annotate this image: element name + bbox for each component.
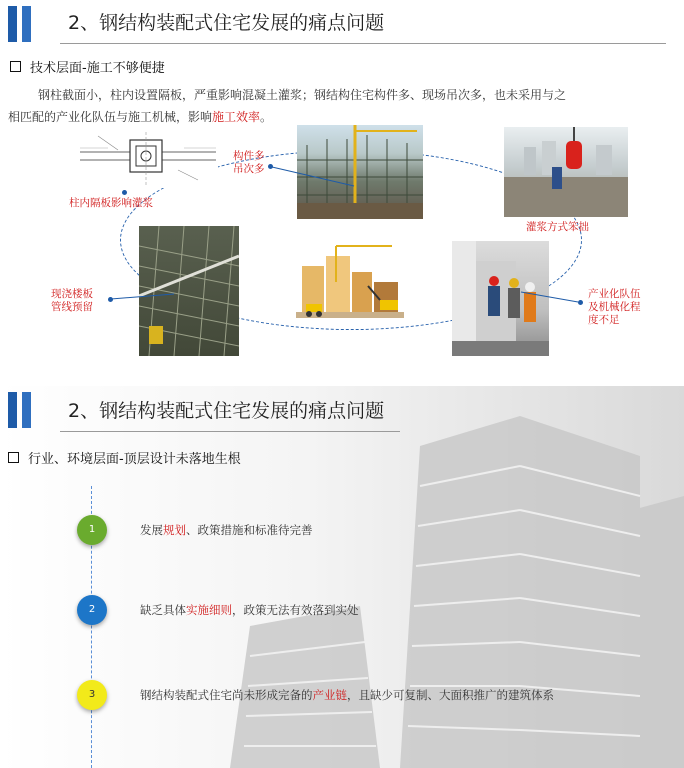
- item-text: 缺乏具体: [140, 603, 186, 617]
- section-subtitle: 行业、环境层面-顶层设计未落地生根: [28, 452, 241, 467]
- grouting-photo: [504, 127, 628, 217]
- header-bar-light: [22, 6, 31, 42]
- caption-grouting: 灌浆方式笨拙: [526, 221, 589, 233]
- highlight-efficiency: 施工效率: [212, 110, 261, 124]
- paragraph-line-2: [8, 110, 272, 124]
- slide-technical: [0, 0, 684, 376]
- caption-members-line-1: 构件多: [233, 150, 265, 162]
- item-text: 发展: [140, 523, 163, 537]
- slide-gap: [0, 376, 684, 386]
- caption-team-line-1: 产业化队伍: [588, 288, 641, 300]
- caption-floor-line-2: 管线预留: [51, 301, 93, 313]
- callout-leader-line: [110, 292, 176, 302]
- callout-leader-line: [270, 166, 356, 188]
- caption-team-line-3: 度不足: [588, 314, 620, 326]
- list-item: [140, 522, 313, 538]
- header-bar-dark: [8, 392, 17, 428]
- item-text: 钢结构装配式住宅尚未形成完备的: [140, 688, 313, 702]
- item-text: ，政策无法有效落到实处: [232, 603, 359, 617]
- step-circle-3: 3: [77, 680, 107, 710]
- caption-members-line-2: 吊次多: [233, 163, 265, 175]
- item-highlight: 产业链: [312, 688, 347, 702]
- callout-leader-line: [520, 290, 580, 304]
- building-background-graphic: [0, 386, 684, 768]
- step-circle-2: 2: [77, 595, 107, 625]
- item-text: ，且缺少可复制、大面积推广的建筑体系: [347, 688, 554, 702]
- slide-title: 2、钢结构装配式住宅发展的痛点问题: [68, 400, 385, 422]
- header-bar-light: [22, 392, 31, 428]
- caption-members: [233, 150, 265, 176]
- caption-team: [588, 288, 641, 327]
- bullet-square-icon: [8, 452, 19, 463]
- header-bar-dark: [8, 6, 17, 42]
- floor-rebar-photo: [139, 226, 239, 356]
- callout-dot: [122, 190, 127, 195]
- slide-industry: [0, 386, 684, 768]
- list-item: [140, 602, 359, 618]
- step-circle-1: 1: [77, 515, 107, 545]
- item-text: 、政策措施和标准待完善: [186, 523, 313, 537]
- caption-floor: [51, 288, 93, 314]
- caption-floor-line-1: 现浇楼板: [51, 288, 93, 300]
- slide-title: 2、钢结构装配式住宅发展的痛点问题: [68, 12, 385, 34]
- item-highlight: 规划: [163, 523, 186, 537]
- bullet-square-icon: [10, 61, 21, 72]
- list-item: [140, 687, 554, 703]
- description-paragraph: [8, 84, 668, 128]
- title-underline: [60, 431, 400, 432]
- item-highlight: 实施细则: [186, 603, 232, 617]
- caption-team-line-2: 及机械化程: [588, 301, 641, 313]
- paragraph-text: 相匹配的产业化队伍与施工机械，影响: [8, 110, 213, 124]
- section-subtitle: 技术层面-施工不够便捷: [30, 61, 165, 76]
- caption-diaphragm: 柱内隔板影响灌浆: [69, 197, 153, 209]
- construction-illustration: [296, 242, 404, 320]
- paragraph-punct: 。: [260, 110, 273, 124]
- paragraph-line-1: 钢柱截面小，柱内设置隔板，严重影响混凝土灌浆；钢结构住宅构件多、现场吊次多，也未采用与之: [38, 88, 567, 102]
- title-underline: [60, 43, 666, 44]
- column-diaphragm-drawing: [78, 130, 218, 188]
